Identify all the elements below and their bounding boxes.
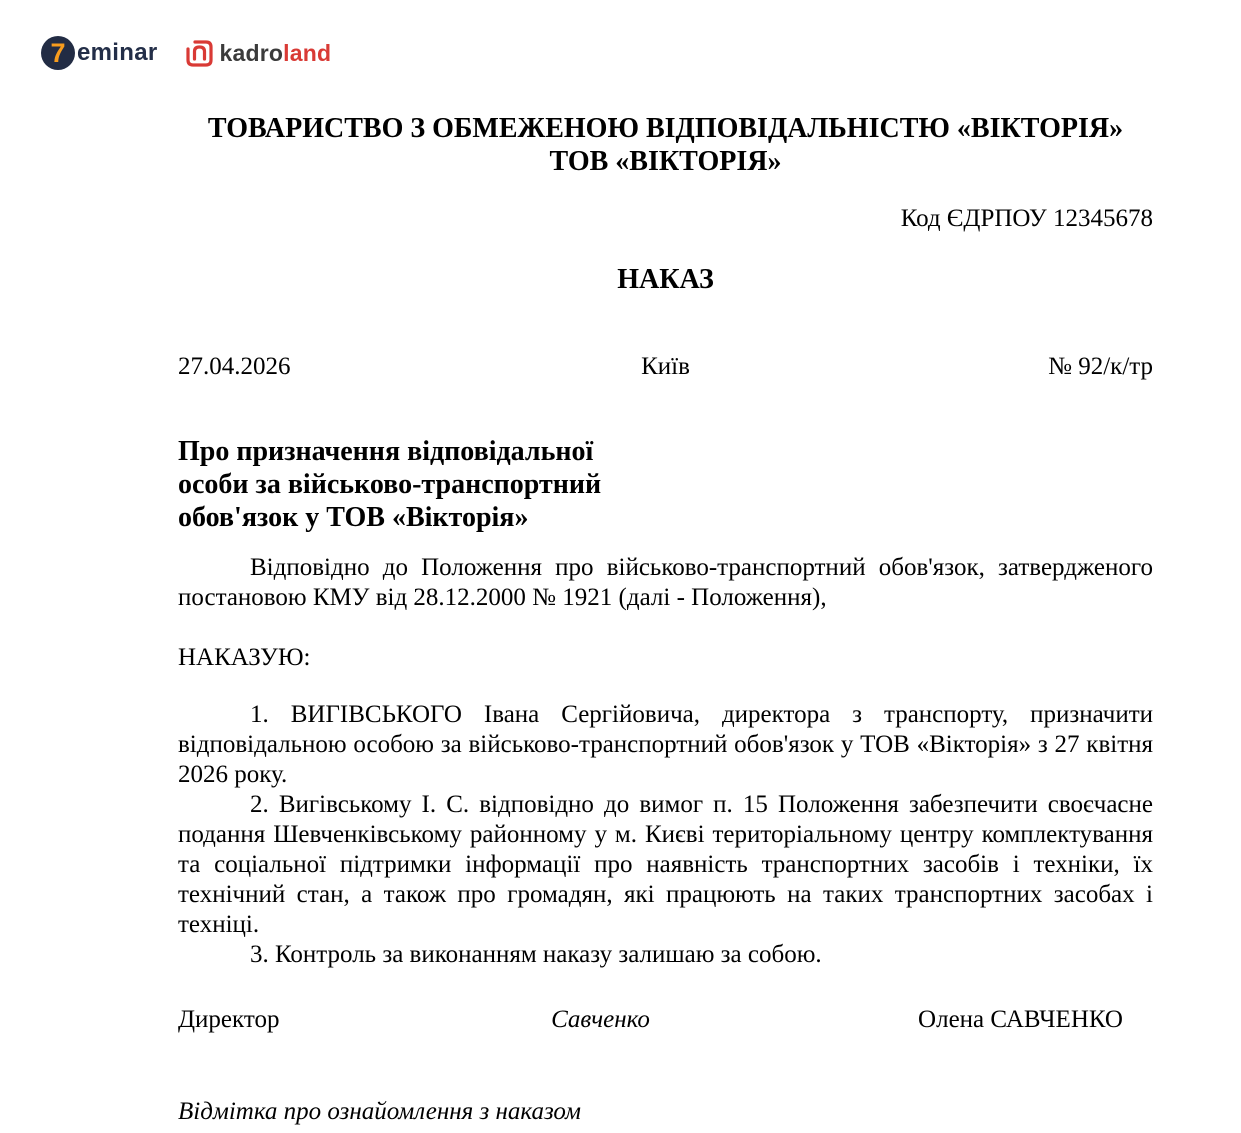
- brand-logos: [41, 36, 331, 70]
- seminar7-logo[interactable]: [41, 36, 158, 70]
- order-item-2: 2. Вигівському І. С. відповідно до вимог п. 15 Положення забезпечити своєчасне подання Шевченківському районному у м. Києві територіальному центру комплектування та соціальної підтримки інформації про наявність транспортних засобів і техніки, їх технічний стан, а також про громадян, які працюють на таких транспортних засобах і техніці.: [178, 791, 1153, 938]
- company-short-name: ТОВ «ВІКТОРІЯ»: [549, 146, 782, 177]
- signature-row: [178, 1005, 1153, 1035]
- signer-full-name: Олена САВЧЕНКО: [918, 1006, 1123, 1033]
- seminar7-circle-icon: 7: [41, 36, 75, 70]
- kadroland-label-dark: kadro: [219, 39, 284, 66]
- company-full-name: ТОВАРИСТВО З ОБМЕЖЕНОЮ ВІДПОВІДАЛЬНІСТЮ «ВІКТОРІЯ»: [207, 113, 1124, 144]
- acknowledgement-note: Відмітка про ознайомлення з наказом: [178, 1098, 581, 1125]
- kadroland-paperclip-icon: [185, 39, 214, 68]
- order-subject: [178, 435, 1153, 534]
- edrpou-code: Код ЄДРПОУ 12345678: [900, 205, 1153, 232]
- resolve-word: НАКАЗУЮ:: [178, 644, 311, 671]
- document-type-title: НАКАЗ: [617, 264, 714, 295]
- order-item-1: 1. ВИГІВСЬКОГО Івана Сергійовича, директора з транспорту, призначити відповідальною особою за військово-транспортний обов'язок у ТОВ «Вікторія» з 27 квітня 2026 року.: [178, 701, 1153, 788]
- signer-position: Директор: [178, 1006, 280, 1033]
- seminar7-logo-label: eminar: [77, 39, 158, 66]
- order-number: № 92/к/тр: [1048, 353, 1153, 380]
- order-item-3: 3. Контроль за виконанням наказу залишаю за собою.: [250, 941, 822, 968]
- signature-handwriting: Савченко: [551, 1006, 650, 1033]
- intro-paragraph: Відповідно до Положення про військово-транспортний обов'язок, затвердженого постановою КМУ від 28.12.2000 № 1921 (далі - Положення),: [178, 554, 1153, 611]
- subject-line-3: обов'язок у ТОВ «Вікторія»: [178, 502, 529, 533]
- order-city: Київ: [641, 353, 690, 380]
- kadroland-logo[interactable]: [185, 39, 332, 68]
- kadroland-logo-label: [220, 40, 332, 67]
- order-date: 27.04.2026: [178, 353, 291, 380]
- subject-line-1: Про призначення відповідальної: [178, 436, 594, 467]
- date-city-number-row: [178, 352, 1153, 382]
- kadroland-label-red: land: [283, 39, 332, 66]
- subject-line-2: особи за військово-транспортний: [178, 469, 602, 500]
